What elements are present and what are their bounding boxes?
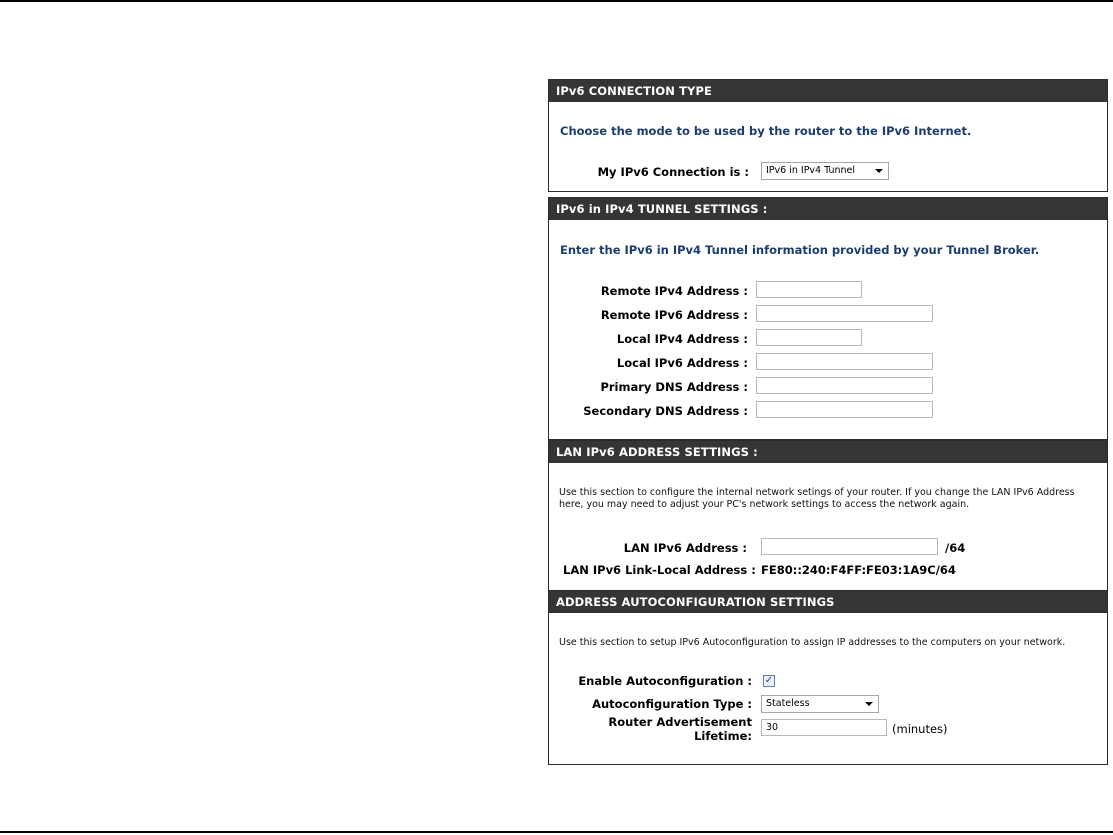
autoconfig-header: ADDRESS AUTOCONFIGURATION SETTINGS [549, 591, 1107, 613]
tunnel-settings-header: IPv6 in IPv4 TUNNEL SETTINGS : [549, 198, 1107, 220]
connection-type-description: Choose the mode to be used by the router to the IPv6 Internet. [560, 124, 972, 138]
lan-prefix-suffix: /64 [945, 541, 966, 555]
autoconfig-description: Use this section to setup IPv6 Autoconfiguration to assign IP addresses to the computers on your network. [559, 637, 1066, 648]
check-icon: ✓ [764, 675, 774, 686]
lan-settings-header: LAN IPv6 ADDRESS SETTINGS : [549, 441, 1107, 463]
local-ipv4-label: Local IPv4 Address : [616, 332, 748, 346]
autoconfig-type-select[interactable] [761, 695, 879, 713]
connection-type-header: IPv6 CONNECTION TYPE [549, 80, 1107, 102]
autoconfig-type-selected-value: Stateless [766, 698, 810, 709]
primary-dns-label: Primary DNS Address : [600, 380, 748, 394]
ra-lifetime-input[interactable] [761, 719, 887, 736]
ra-lifetime-label-line1: Router Advertisement [608, 715, 752, 729]
remote-ipv6-input[interactable] [756, 305, 933, 322]
connection-type-label: My IPv6 Connection is : [597, 165, 749, 179]
link-local-label: LAN IPv6 Link-Local Address : [563, 563, 756, 577]
remote-ipv6-label: Remote IPv6 Address : [600, 308, 748, 322]
lan-address-input[interactable] [761, 538, 938, 555]
connection-type-select[interactable] [761, 162, 889, 180]
lan-settings-description: Use this section to configure the internal network setings of your router. If you change the LAN IPv6 Address here, you may need to adjust your PC's network settings to access the network again. [559, 487, 1075, 510]
autoconfig-section [548, 590, 1108, 765]
top-rule [0, 0, 1113, 2]
link-local-value: FE80::240:F4FF:FE03:1A9C/64 [761, 563, 956, 577]
chevron-down-icon [875, 169, 883, 173]
remote-ipv4-input[interactable] [756, 281, 862, 298]
local-ipv4-input[interactable] [756, 329, 862, 346]
connection-type-section [548, 79, 1108, 192]
lan-address-label: LAN IPv6 Address : [623, 541, 747, 555]
primary-dns-input[interactable] [756, 377, 933, 394]
secondary-dns-input[interactable] [756, 401, 933, 418]
secondary-dns-label: Secondary DNS Address : [583, 404, 748, 418]
lan-settings-section [548, 440, 1108, 591]
enable-autoconfig-label: Enable Autoconfiguration : [578, 674, 752, 688]
tunnel-settings-description: Enter the IPv6 in IPv4 Tunnel information provided by your Tunnel Broker. [560, 243, 1040, 257]
ra-lifetime-unit: (minutes) [892, 722, 948, 736]
local-ipv6-label: Local IPv6 Address : [616, 356, 748, 370]
ipv6-settings-panel [548, 79, 1110, 764]
bottom-rule [0, 831, 1113, 833]
remote-ipv4-label: Remote IPv4 Address : [600, 284, 748, 298]
chevron-down-icon [865, 702, 873, 706]
tunnel-settings-section [548, 197, 1108, 440]
enable-autoconfig-checkbox[interactable] [763, 675, 775, 687]
autoconfig-type-label: Autoconfiguration Type : [592, 697, 752, 711]
local-ipv6-input[interactable] [756, 353, 933, 370]
ra-lifetime-label-line2: Lifetime: [694, 729, 752, 743]
connection-type-selected-value: IPv6 in IPv4 Tunnel [766, 165, 856, 176]
